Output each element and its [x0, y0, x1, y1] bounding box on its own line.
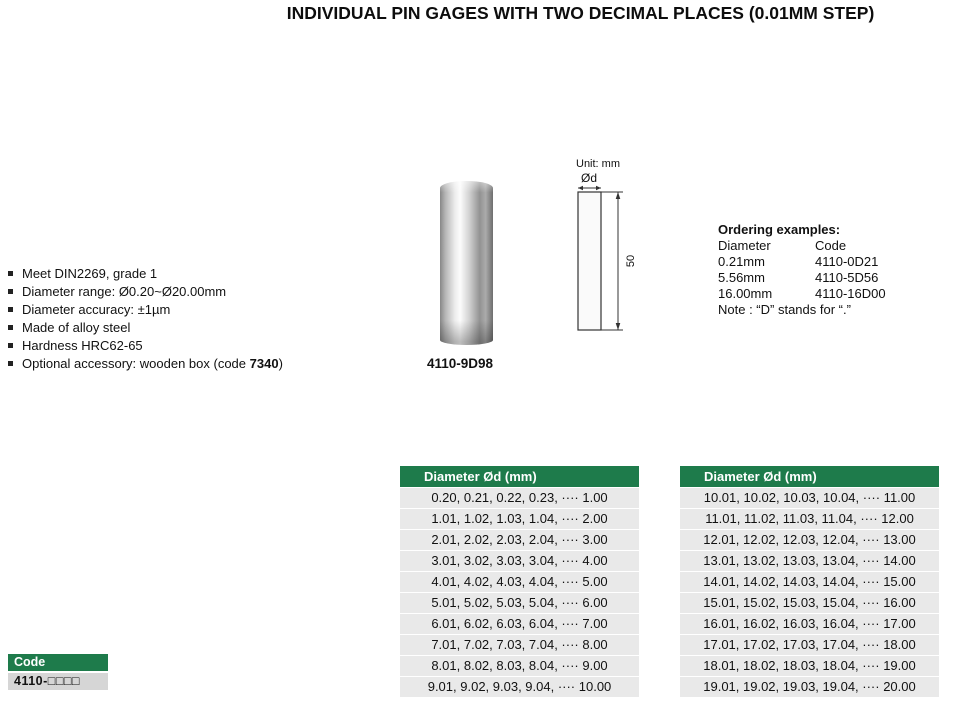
- table-row: 7.01, 7.02, 7.03, 7.04, ···· 8.00: [400, 635, 639, 655]
- code-box-value: 4110-□□□□: [8, 673, 108, 690]
- table-row: 9.01, 9.02, 9.03, 9.04, ···· 10.00: [400, 677, 639, 697]
- arrow-up-icon: [616, 192, 621, 199]
- list-item: [8, 318, 283, 336]
- ordering-columns: [718, 238, 886, 254]
- arrow-left-icon: [578, 186, 583, 191]
- bullet-square-icon: [8, 271, 13, 276]
- table-row: 1.01, 1.02, 1.03, 1.04, ···· 2.00: [400, 509, 639, 529]
- feature-text: Made of alloy steel: [22, 319, 131, 335]
- bullet-square-icon: [8, 325, 13, 330]
- table-row: 19.01, 19.02, 19.03, 19.04, ···· 20.00: [680, 677, 939, 697]
- table-row: 8.01, 8.02, 8.03, 8.04, ···· 9.00: [400, 656, 639, 676]
- table-row: 11.01, 11.02, 11.03, 11.04, ···· 12.00: [680, 509, 939, 529]
- table-row: 17.01, 17.02, 17.03, 17.04, ···· 18.00: [680, 635, 939, 655]
- diameter-dim-label: Ød: [581, 171, 598, 185]
- technical-drawing: [570, 168, 648, 353]
- arrow-down-icon: [616, 323, 621, 330]
- ordering-code: 4110-5D56: [815, 270, 879, 285]
- ordering-row: [718, 270, 886, 286]
- table-row: 2.01, 2.02, 2.03, 2.04, ···· 3.00: [400, 530, 639, 550]
- diameter-table-right: [680, 466, 939, 697]
- bullet-square-icon: [8, 289, 13, 294]
- ordering-diameter: 16.00mm: [718, 286, 773, 301]
- table-row: 0.20, 0.21, 0.22, 0.23, ···· 1.00: [400, 488, 639, 508]
- product-model-label: 4110-9D98: [427, 356, 494, 371]
- accessory-code: 7340: [249, 355, 279, 371]
- feature-text: Diameter range: Ø0.20~Ø20.00mm: [22, 283, 227, 299]
- table-header: Diameter Ød (mm): [680, 466, 939, 487]
- list-item: [8, 336, 283, 354]
- pin-gage-image: [440, 181, 493, 345]
- ordering-examples: [718, 222, 886, 318]
- feature-text: Hardness HRC62-65: [22, 337, 143, 353]
- code-box-header: Code: [8, 654, 108, 671]
- ordering-code: 4110-16D00: [815, 286, 886, 301]
- ordering-row: [718, 286, 886, 302]
- ordering-heading: Ordering examples:: [718, 222, 841, 237]
- table-row: 6.01, 6.02, 6.03, 6.04, ···· 7.00: [400, 614, 639, 634]
- table-body: [400, 488, 639, 697]
- table-body: [680, 488, 939, 697]
- list-item: [8, 300, 283, 318]
- table-row: 3.01, 3.02, 3.03, 3.04, ···· 4.00: [400, 551, 639, 571]
- table-header: Diameter Ød (mm): [400, 466, 639, 487]
- length-dim-label: 50: [625, 254, 637, 268]
- column-diameter: Diameter: [718, 238, 771, 253]
- bullet-square-icon: [8, 307, 13, 312]
- ordering-code: 4110-0D21: [815, 254, 879, 269]
- list-item: [8, 264, 283, 282]
- pin-side-view: [578, 192, 601, 330]
- feature-text: Meet DIN2269, grade 1: [22, 265, 158, 281]
- table-row: 13.01, 13.02, 13.03, 13.04, ···· 14.00: [680, 551, 939, 571]
- bullet-square-icon: [8, 361, 13, 366]
- ordering-diameter: 5.56mm: [718, 270, 765, 285]
- table-row: 10.01, 10.02, 10.03, 10.04, ···· 11.00: [680, 488, 939, 508]
- table-row: 5.01, 5.02, 5.03, 5.04, ···· 6.00: [400, 593, 639, 613]
- unit-label: Unit: mm: [576, 158, 620, 170]
- ordering-note: Note : “D” stands for “.”: [718, 302, 851, 317]
- table-row: 12.01, 12.02, 12.03, 12.04, ···· 13.00: [680, 530, 939, 550]
- page-title: INDIVIDUAL PIN GAGES WITH TWO DECIMAL PLACES (0.01MM STEP): [286, 3, 875, 23]
- diameter-table-left: [400, 466, 639, 697]
- list-item: [8, 282, 283, 300]
- ordering-row: [718, 254, 886, 270]
- feature-text: Diameter accuracy: ±1µm: [22, 301, 171, 317]
- feature-text: Optional accessory: wooden box (code 7340): [22, 355, 283, 371]
- list-item: [8, 354, 283, 372]
- table-row: 18.01, 18.02, 18.03, 18.04, ···· 19.00: [680, 656, 939, 676]
- table-row: 16.01, 16.02, 16.03, 16.04, ···· 17.00: [680, 614, 939, 634]
- arrow-right-icon: [596, 186, 601, 191]
- feature-list: [8, 264, 283, 372]
- table-row: 4.01, 4.02, 4.03, 4.04, ···· 5.00: [400, 572, 639, 592]
- ordering-diameter: 0.21mm: [718, 254, 765, 269]
- table-row: 15.01, 15.02, 15.03, 15.04, ···· 16.00: [680, 593, 939, 613]
- column-code: Code: [815, 238, 847, 253]
- table-row: 14.01, 14.02, 14.03, 14.04, ···· 15.00: [680, 572, 939, 592]
- bullet-square-icon: [8, 343, 13, 348]
